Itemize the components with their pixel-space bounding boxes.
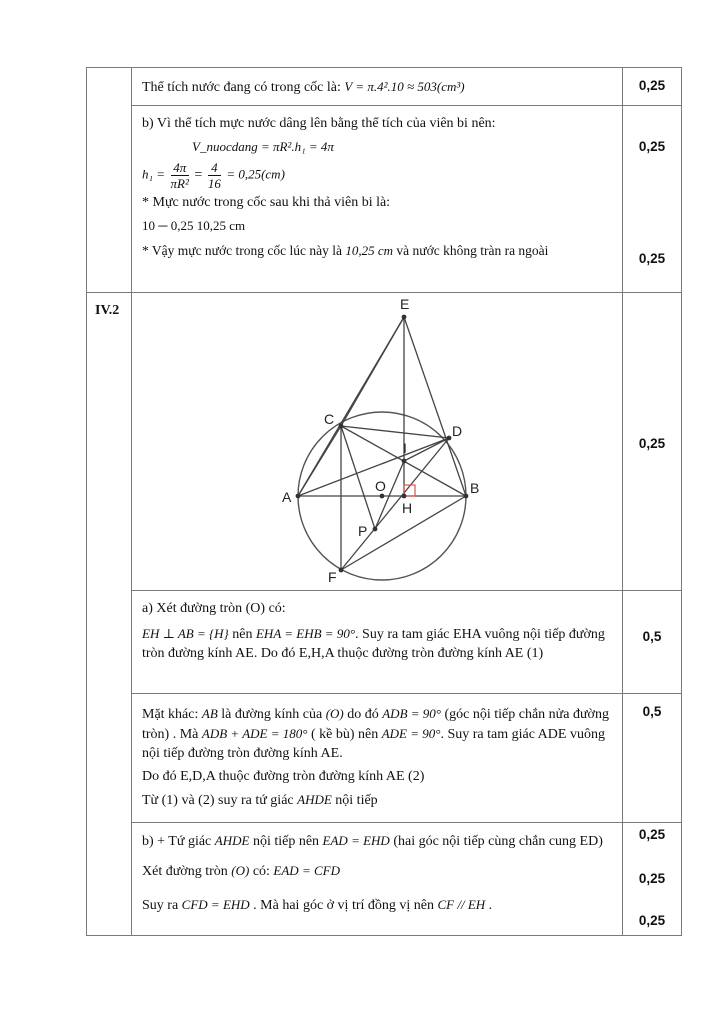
part-b-line3-math: CFD = EHD bbox=[181, 897, 250, 912]
part-b-line3-pre: Suy ra bbox=[142, 898, 179, 913]
segment-id bbox=[404, 438, 449, 461]
part-a2-math2: ADB = 90° bbox=[382, 706, 441, 721]
conclusion-pre: * Vậy mực nước trong cốc lúc này là bbox=[142, 243, 342, 258]
fraction-2 bbox=[208, 160, 221, 191]
part-a2-line3-pre: Từ (1) và (2) suy ra tứ giác bbox=[142, 793, 294, 808]
volume-text: Thể tích nước đang có trong cốc là: bbox=[142, 80, 341, 95]
frac1-num: 4π bbox=[171, 160, 189, 176]
score-conclusion: 0,25 bbox=[638, 251, 666, 266]
part-a2-math4: ADE = 90° bbox=[381, 726, 441, 741]
part-b-ahde: AHDE bbox=[214, 833, 250, 848]
part-a2-end: . Suy ra tam giác ADE vuông nội tiếp đường tròn đường kính AE. bbox=[142, 727, 605, 761]
point-label-a: A bbox=[282, 489, 292, 505]
point-label-i: I bbox=[403, 440, 407, 456]
part-a2-do: do đó bbox=[347, 707, 379, 722]
part-b-line2-pre: Xét đường tròn bbox=[142, 864, 228, 879]
score-b: 0,25 bbox=[638, 139, 666, 154]
row-volume bbox=[87, 68, 682, 106]
segment-pi bbox=[375, 461, 404, 529]
score-cell bbox=[623, 293, 682, 591]
part-b-angle: EAD = EHD bbox=[322, 833, 390, 848]
part-a-rest: . Suy ra tam giác EHA vuông nội tiếp đường tròn đường kính AE. Do đó E,H,A thuộc đường tròn đường kính AE (1) bbox=[142, 627, 605, 661]
segment-ad bbox=[298, 438, 449, 496]
part-a2-kebu: ( kề bù) nên bbox=[310, 727, 379, 742]
point-label-o: O bbox=[375, 478, 386, 494]
geometry-figure bbox=[132, 293, 620, 585]
part-a-line2 bbox=[142, 624, 614, 663]
segment-ac bbox=[298, 426, 341, 496]
part-b-line2-circ: (O) bbox=[231, 863, 250, 878]
part-b-post: (hai góc nội tiếp cùng chắn cung ED) bbox=[393, 834, 603, 849]
part-a2-mid: là đường kính của bbox=[221, 707, 323, 722]
score-cell bbox=[623, 591, 682, 694]
part-b-line3 bbox=[142, 895, 614, 915]
part-b-line2-math: EAD = CFD bbox=[273, 863, 340, 878]
b-intro: b) Vì thể tích mực nước dâng lên bằng thể tích của viên bi nên: bbox=[142, 116, 496, 131]
part-b-cell bbox=[132, 823, 623, 936]
h1-formula bbox=[142, 160, 614, 191]
score-cell bbox=[623, 68, 682, 106]
part-b-line3-end: . bbox=[488, 898, 493, 913]
segment-fd bbox=[341, 438, 449, 570]
score-cell bbox=[623, 106, 682, 293]
volume-formula: V = π.4².10 ≈ 503(cm³) bbox=[344, 79, 465, 94]
part-a2-circ: (O) bbox=[325, 706, 344, 721]
part-a2-line3-post: nội tiếp bbox=[335, 793, 378, 808]
row-figure bbox=[87, 293, 682, 591]
part-b-line2-mid: có: bbox=[252, 864, 270, 879]
part-a-cell bbox=[132, 591, 623, 694]
h1-lhs: h₁ = bbox=[142, 166, 166, 182]
part-a2-cell bbox=[132, 694, 623, 823]
row-part-a bbox=[87, 591, 682, 694]
row-part-b bbox=[87, 823, 682, 936]
water-level-cell bbox=[132, 106, 623, 293]
part-a-math2: EHA = EHB = 90° bbox=[255, 626, 356, 641]
point-label-p: P bbox=[358, 523, 368, 539]
frac2-num: 4 bbox=[208, 160, 221, 176]
score-part-b1: 0,25 bbox=[638, 827, 666, 842]
frac2-den: 16 bbox=[207, 176, 221, 191]
part-a-math1: EH ⊥ AB = {H} bbox=[142, 626, 229, 641]
score-part-a: 0,5 bbox=[642, 629, 662, 644]
point-label-c: C bbox=[324, 411, 335, 427]
part-a2-line3 bbox=[142, 790, 614, 810]
part-b-mid: nội tiếp nên bbox=[252, 834, 320, 849]
empty-label-cell bbox=[87, 68, 132, 293]
part-a2-pre: Mặt khác: bbox=[142, 707, 199, 722]
part-a2-math3: ADB + ADE = 180° bbox=[201, 726, 308, 741]
point-label-h: H bbox=[402, 500, 413, 516]
score-cell bbox=[623, 694, 682, 823]
row-part-a2 bbox=[87, 694, 682, 823]
section-label: IV.2 bbox=[95, 303, 120, 318]
part-b-line1 bbox=[142, 831, 614, 851]
part-a2-line2: Do đó E,D,A thuộc đường tròn đường kính AE (2) bbox=[142, 769, 425, 784]
part-a2-line3-math: AHDE bbox=[297, 792, 332, 807]
segment-ce bbox=[341, 317, 404, 426]
answer-table bbox=[86, 67, 682, 936]
part-b-line2 bbox=[142, 861, 614, 881]
part-b-line3-math2: CF // EH bbox=[437, 897, 486, 912]
point-label-b: B bbox=[470, 480, 480, 496]
conclusion-post: và nước không tràn ra ngoài bbox=[396, 243, 549, 258]
formula-vnuoc: V_nuocdang = πR².h₁ = 4π bbox=[192, 139, 334, 154]
segment-eb bbox=[404, 317, 466, 496]
part-a2-post: (góc nội tiếp chắn nửa đường tròn) . Mà bbox=[142, 707, 609, 742]
fraction-1 bbox=[171, 160, 189, 191]
score-volume: 0,25 bbox=[638, 78, 666, 93]
part-b-line3-mid: . Mà hai góc ở vị trí đồng vị nên bbox=[253, 898, 434, 913]
water-level-calc: 10 ─ 0,25 10,25 cm bbox=[142, 218, 246, 233]
conclusion bbox=[142, 241, 614, 260]
score-figure: 0,25 bbox=[638, 436, 666, 451]
conclusion-value: 10,25 cm bbox=[345, 243, 394, 258]
score-part-a2: 0,5 bbox=[642, 704, 662, 719]
point-label-d: D bbox=[452, 423, 463, 439]
frac1-den: πR² bbox=[170, 176, 189, 191]
point-label-f: F bbox=[328, 569, 337, 585]
part-a-nen: nên bbox=[232, 627, 253, 642]
row-water-level bbox=[87, 106, 682, 293]
part-a-line1: a) Xét đường tròn (O) có: bbox=[142, 601, 286, 616]
score-part-b3: 0,25 bbox=[638, 913, 666, 928]
water-level-text: * Mực nước trong cốc sau khi thả viên bi là: bbox=[142, 195, 391, 210]
volume-cell bbox=[132, 68, 623, 106]
eq-sign: = bbox=[194, 167, 203, 183]
score-part-b2: 0,25 bbox=[638, 871, 666, 886]
part-a2-line1 bbox=[142, 704, 614, 763]
figure-cell bbox=[132, 293, 623, 591]
label-cell bbox=[87, 293, 132, 936]
score-cell bbox=[623, 823, 682, 936]
segment-cd bbox=[341, 426, 449, 438]
part-a2-ab: AB bbox=[201, 706, 218, 721]
h1-result: = 0,25(cm) bbox=[226, 166, 285, 182]
part-b-pre: b) + Tứ giác bbox=[142, 834, 212, 849]
point-label-e: E bbox=[400, 296, 410, 312]
